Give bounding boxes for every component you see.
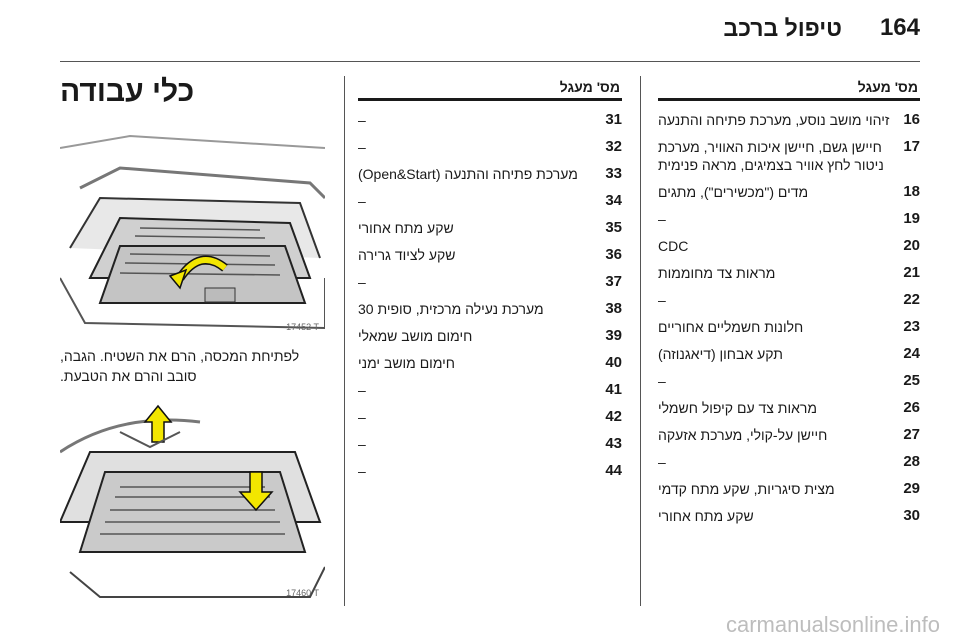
- circuit-number: 39: [605, 327, 622, 344]
- fuse-row: [358, 138, 622, 156]
- figure-caption: לפתיחת המכסה, הרם את השטיח. הגבה, סובב והרם את הטבעת.: [60, 348, 300, 384]
- column-divider: [640, 76, 641, 606]
- circuit-description: מראות צד עם קיפול חשמלי: [658, 400, 817, 416]
- circuit-description: –: [358, 382, 366, 398]
- fuse-row: [358, 192, 622, 210]
- fuse-table-right: [658, 76, 920, 534]
- circuit-description: חיישן גשם, חיישן איכות האוויר, מערכת ניטור לחץ אוויר בצמיגים, מראה פנימית: [658, 139, 884, 173]
- circuit-description: חימום מושב שמאלי: [358, 328, 473, 344]
- circuit-number: 29: [903, 480, 920, 497]
- circuit-number: 19: [903, 210, 920, 227]
- circuit-number: 21: [903, 264, 920, 281]
- circuit-number: 44: [605, 462, 622, 479]
- trunk-lid-illustration: [60, 392, 325, 602]
- fuse-row: [358, 219, 622, 237]
- fuse-row: [658, 210, 920, 228]
- fuse-row: [658, 237, 920, 255]
- circuit-number: 25: [903, 372, 920, 389]
- circuit-number: 18: [903, 183, 920, 200]
- fuse-row: [358, 165, 622, 183]
- table-header: מס' מעגל: [658, 76, 920, 101]
- fuse-row: [658, 264, 920, 282]
- page-header: [0, 0, 960, 62]
- circuit-number: 23: [903, 318, 920, 335]
- circuit-description: תקע אבחון (דיאגנוזה): [658, 346, 783, 362]
- header-divider: [60, 61, 920, 62]
- figure-code: 17460 T: [286, 588, 319, 598]
- circuit-description: זיהוי מושב נוסע, מערכת פתיחה והתנעה: [658, 112, 890, 128]
- circuit-description: שקע לציוד גרירה: [358, 247, 456, 263]
- circuit-number: 40: [605, 354, 622, 371]
- fuse-row: [658, 345, 920, 363]
- fuse-row: [658, 183, 920, 201]
- fuse-row: [658, 111, 920, 129]
- trunk-lid-figure: [60, 392, 325, 602]
- table-header: מס' מעגל: [358, 76, 622, 101]
- circuit-number: 20: [903, 237, 920, 254]
- fuse-row: [358, 381, 622, 399]
- fuse-row: [358, 462, 622, 480]
- fuse-row: [658, 291, 920, 309]
- fuse-row: [658, 480, 920, 498]
- circuit-number: 36: [605, 246, 622, 263]
- circuit-description: שקע מתח אחורי: [358, 220, 454, 236]
- circuit-description: –: [358, 274, 366, 290]
- circuit-number: 31: [605, 111, 622, 128]
- fuse-row: [658, 426, 920, 444]
- circuit-number: 34: [605, 192, 622, 209]
- fuse-row: [358, 354, 622, 372]
- circuit-number: 28: [903, 453, 920, 470]
- fuse-row: [658, 318, 920, 336]
- page-title: טיפול ברכב: [723, 15, 842, 41]
- circuit-description: חימום מושב ימני: [358, 355, 456, 371]
- circuit-description: –: [358, 463, 366, 479]
- trunk-floor-illustration: [60, 128, 325, 336]
- circuit-description: שקע מתח אחורי: [658, 508, 754, 524]
- tools-section: [60, 76, 325, 112]
- fuse-row: [358, 327, 622, 345]
- fuse-row: [358, 273, 622, 291]
- watermark: carmanualsonline.info: [725, 612, 940, 637]
- trunk-floor-figure: [60, 128, 325, 336]
- fuse-row: [358, 408, 622, 426]
- circuit-description: –: [658, 292, 666, 308]
- circuit-description: –: [358, 139, 366, 155]
- circuit-number: 43: [605, 435, 622, 452]
- circuit-number: 27: [903, 426, 920, 443]
- circuit-description: –: [658, 373, 666, 389]
- circuit-number: 30: [903, 507, 920, 524]
- circuit-number: 38: [605, 300, 622, 317]
- page-number: 164: [879, 14, 920, 41]
- fuse-row: [658, 372, 920, 390]
- circuit-number: 24: [903, 345, 920, 362]
- circuit-number: 17: [903, 138, 920, 155]
- circuit-number: 35: [605, 219, 622, 236]
- fuse-row: [658, 453, 920, 471]
- circuit-description: –: [358, 409, 366, 425]
- figure-code: 17452 T: [286, 322, 319, 332]
- circuit-description: מדים ("מכשירים"), מתגים: [658, 184, 809, 200]
- circuit-number: 26: [903, 399, 920, 416]
- circuit-description: מערכת נעילה מרכזית, סופית 30: [358, 301, 544, 317]
- circuit-number: 16: [903, 111, 920, 128]
- fuse-row: [358, 435, 622, 453]
- circuit-description: CDC: [658, 238, 689, 254]
- fuse-row: [658, 507, 920, 525]
- circuit-description: –: [658, 211, 666, 227]
- fuse-row: [658, 138, 920, 174]
- circuit-number: 42: [605, 408, 622, 425]
- fuse-row: [358, 300, 622, 318]
- circuit-description: חיישן על-קולי, מערכת אזעקה: [658, 427, 828, 443]
- circuit-description: –: [658, 454, 666, 470]
- circuit-number: 22: [903, 291, 920, 308]
- circuit-number: 37: [605, 273, 622, 290]
- circuit-number: 33: [605, 165, 622, 182]
- circuit-description: מערכת פתיחה והתנעה (Open&Start): [358, 166, 578, 182]
- circuit-number: 32: [605, 138, 622, 155]
- circuit-number: 41: [605, 381, 622, 398]
- fuse-table-middle: [358, 76, 622, 489]
- circuit-description: –: [358, 193, 366, 209]
- circuit-description: חלונות חשמליים אחוריים: [658, 319, 804, 335]
- column-divider: [344, 76, 345, 606]
- section-title: כלי עבודה: [60, 75, 195, 108]
- fuse-row: [358, 246, 622, 264]
- fuse-row: [358, 111, 622, 129]
- circuit-description: מצית סיגריות, שקע מתח קדמי: [658, 481, 835, 497]
- circuit-description: מראות צד מחוממות: [658, 265, 776, 281]
- circuit-description: –: [358, 112, 366, 128]
- fuse-rows: [658, 111, 920, 525]
- circuit-description: –: [358, 436, 366, 452]
- fuse-rows: [358, 111, 622, 480]
- fuse-row: [658, 399, 920, 417]
